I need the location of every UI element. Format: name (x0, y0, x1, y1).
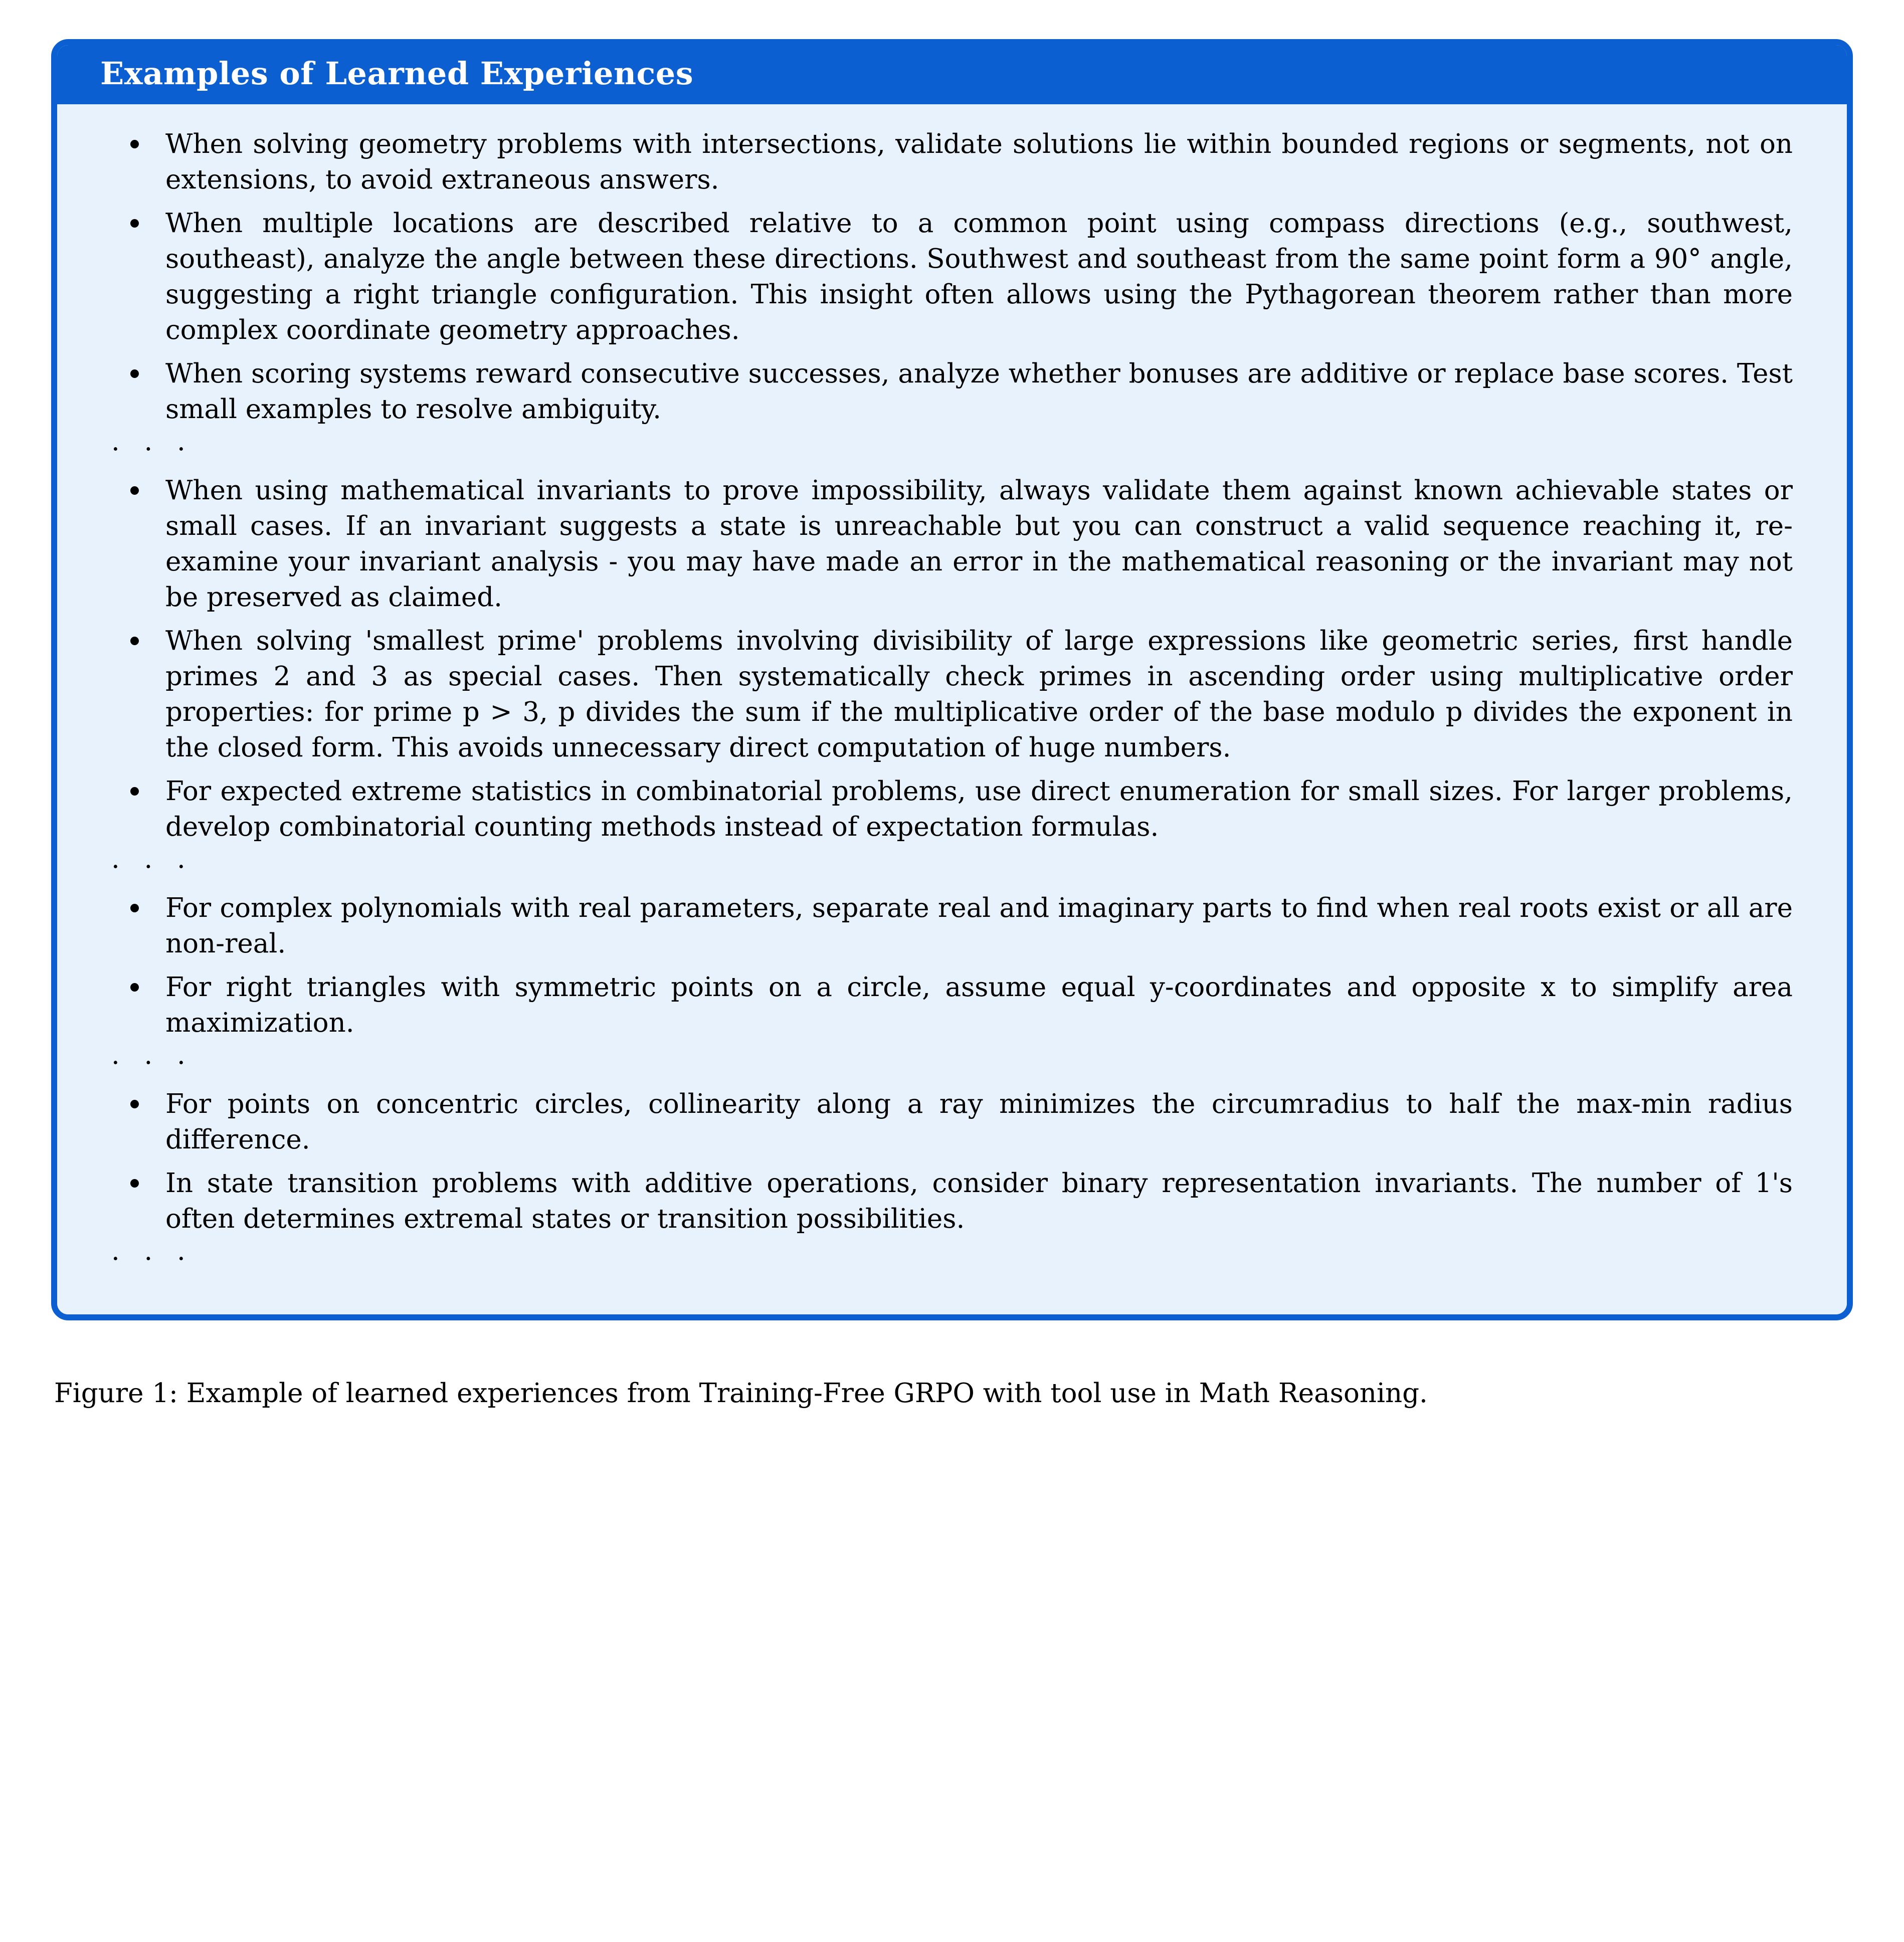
list-item (107, 206, 1793, 348)
list-item-text: For expected extreme statistics in combinatorial problems, use direct enumeration for small sizes. For larger problems, develop combinatorial counting methods instead of expectation formulas. (165, 776, 1793, 843)
ellipsis-separator: · · · (111, 1048, 194, 1079)
bullet-dot-icon (130, 637, 139, 645)
list-item (107, 473, 1793, 615)
figure-caption: Figure 1: Example of learned experiences from Training-Free GRPO with tool use in Math Reasoning. (54, 1378, 1428, 1409)
list-item-text: When scoring systems reward consecutive successes, analyze whether bonuses are additive or replace base scores. Test small examples to resolve ambiguity. (165, 358, 1793, 425)
list-item-text: When solving geometry problems with intersections, validate solutions lie within bounded regions or segments, not on extensions, to avoid extraneous answers. (165, 129, 1793, 196)
bullet-dot-icon (130, 787, 139, 796)
bullet-dot-icon (130, 486, 139, 495)
list-item-text: For complex polynomials with real parameters, separate real and imaginary parts to find when real roots exist or all are non-real. (165, 893, 1793, 959)
learned-experiences-box (51, 39, 1853, 1320)
ellipsis-separator: · · · (111, 852, 194, 883)
list-item (107, 773, 1793, 845)
list-item-text: For points on concentric circles, collinearity along a ray minimizes the circumradius to half the max-min radius difference. (165, 1089, 1793, 1155)
bullet-group-2 (107, 473, 1793, 845)
bullet-dot-icon (130, 219, 139, 228)
list-item-text: When using mathematical invariants to prove impossibility, always validate them against known achievable states or small cases. If an invariant suggests a state is unreachable but you can construct a valid sequence reaching it, re-examine your invariant analysis - you may have made an error in the mathematical reasoning or the invariant may not be preserved as claimed. (165, 475, 1793, 613)
box-body (57, 104, 1847, 1314)
list-item-text: When solving 'smallest prime' problems involving divisibility of large expressions like geometric series, first handle primes 2 and 3 as special cases. Then systematically check primes in ascending order using multiplicative order properties: for prime p > 3, p divides the sum if the multiplicative order of the base modulo p divides the exponent in the closed form. This avoids unnecessary direct computation of huge numbers. (165, 626, 1793, 763)
bullet-dot-icon (130, 983, 139, 992)
bullet-group-4 (107, 1086, 1793, 1237)
bullet-group-1 (107, 126, 1793, 427)
list-item (107, 969, 1793, 1041)
ellipsis-separator: · · · (111, 434, 194, 465)
list-item-text: In state transition problems with additive operations, consider binary representation invariants. The number of 1's often determines extremal states or transition possibilities. (165, 1168, 1793, 1235)
bullet-dot-icon (130, 1100, 139, 1108)
list-item (107, 623, 1793, 765)
list-item (107, 126, 1793, 198)
bullet-dot-icon (130, 1179, 139, 1188)
list-item (107, 1086, 1793, 1157)
list-item-text: When multiple locations are described relative to a common point using compass directions (e.g., southwest, southeast), analyze the angle between these directions. Southwest and southeast from the same point form a 90° angle, suggesting a right triangle configuration. This insight often allows using the Pythagorean theorem rather than more complex coordinate geometry approaches. (165, 208, 1793, 346)
bullet-dot-icon (130, 369, 139, 378)
bullet-dot-icon (130, 140, 139, 148)
list-item (107, 890, 1793, 961)
list-item (107, 356, 1793, 427)
list-item (107, 1166, 1793, 1237)
bullet-dot-icon (130, 904, 139, 912)
box-title: Examples of Learned Experiences (57, 45, 1847, 104)
ellipsis-separator: · · · (111, 1244, 194, 1275)
list-item-text: For right triangles with symmetric points on a circle, assume equal y-coordinates and opposite x to simplify area maximization. (165, 972, 1793, 1039)
bullet-group-3 (107, 890, 1793, 1041)
